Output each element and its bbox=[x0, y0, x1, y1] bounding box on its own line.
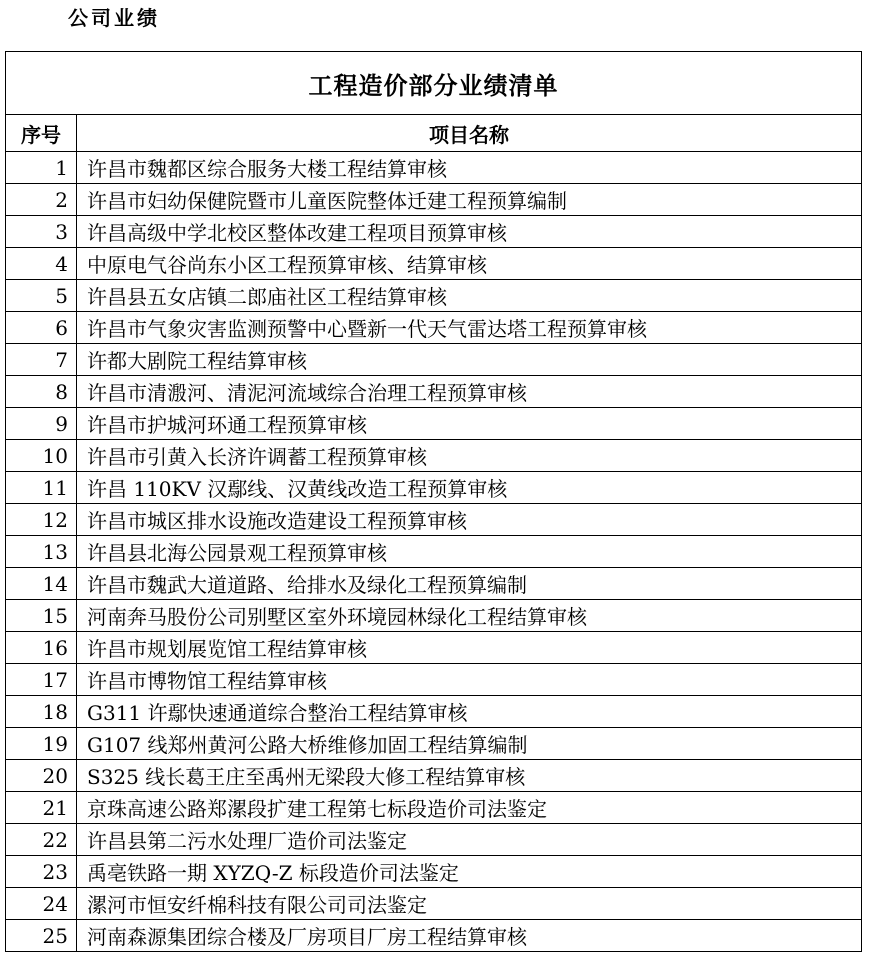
table-row bbox=[6, 376, 862, 408]
row-project-name: 禹亳铁路一期 XYZQ-Z 标段造价司法鉴定 bbox=[77, 856, 862, 888]
row-index: 14 bbox=[6, 568, 77, 600]
row-project-name: 许昌 110KV 汉鄢线、汉黄线改造工程预算审核 bbox=[77, 472, 862, 504]
row-index: 15 bbox=[6, 600, 77, 632]
table-row bbox=[6, 600, 862, 632]
table-row bbox=[6, 472, 862, 504]
row-index: 18 bbox=[6, 696, 77, 728]
table-row bbox=[6, 184, 862, 216]
table-row bbox=[6, 504, 862, 536]
row-index: 9 bbox=[6, 408, 77, 440]
row-project-name: 许昌县北海公园景观工程预算审核 bbox=[77, 536, 862, 568]
header-index: 序号 bbox=[6, 115, 77, 152]
table-row bbox=[6, 248, 862, 280]
row-project-name: 许昌县第二污水处理厂造价司法鉴定 bbox=[77, 824, 862, 856]
table-title: 工程造价部分业绩清单 bbox=[6, 52, 862, 115]
row-index: 12 bbox=[6, 504, 77, 536]
row-project-name: 许昌市规划展览馆工程结算审核 bbox=[77, 632, 862, 664]
row-project-name: G311 许鄢快速通道综合整治工程结算审核 bbox=[77, 696, 862, 728]
row-project-name: 许昌市清溵河、清泥河流域综合治理工程预算审核 bbox=[77, 376, 862, 408]
performance-table bbox=[5, 51, 862, 952]
row-index: 6 bbox=[6, 312, 77, 344]
table-row bbox=[6, 728, 862, 760]
row-project-name: 许昌市博物馆工程结算审核 bbox=[77, 664, 862, 696]
row-project-name: 许昌市魏武大道道路、给排水及绿化工程预算编制 bbox=[77, 568, 862, 600]
table-row bbox=[6, 696, 862, 728]
row-index: 23 bbox=[6, 856, 77, 888]
table-row bbox=[6, 440, 862, 472]
row-index: 4 bbox=[6, 248, 77, 280]
row-project-name: 漯河市恒安纤棉科技有限公司司法鉴定 bbox=[77, 888, 862, 920]
table-row bbox=[6, 760, 862, 792]
row-index: 11 bbox=[6, 472, 77, 504]
row-project-name: 许昌市引黄入长济许调蓄工程预算审核 bbox=[77, 440, 862, 472]
table-header-row bbox=[6, 115, 862, 152]
row-index: 13 bbox=[6, 536, 77, 568]
table-row bbox=[6, 312, 862, 344]
table-title-row bbox=[6, 52, 862, 115]
table-row bbox=[6, 280, 862, 312]
table-row bbox=[6, 888, 862, 920]
table-row bbox=[6, 216, 862, 248]
row-project-name: 许昌县五女店镇二郎庙社区工程结算审核 bbox=[77, 280, 862, 312]
row-index: 16 bbox=[6, 632, 77, 664]
row-index: 8 bbox=[6, 376, 77, 408]
row-project-name: 许昌市护城河环通工程预算审核 bbox=[77, 408, 862, 440]
table-row bbox=[6, 824, 862, 856]
row-project-name: S325 线长葛王庄至禹州无梁段大修工程结算审核 bbox=[77, 760, 862, 792]
table-row bbox=[6, 920, 862, 952]
row-index: 1 bbox=[6, 152, 77, 184]
row-project-name: 中原电气谷尚东小区工程预算审核、结算审核 bbox=[77, 248, 862, 280]
row-index: 19 bbox=[6, 728, 77, 760]
table-row bbox=[6, 152, 862, 184]
table-row bbox=[6, 408, 862, 440]
row-project-name: 许昌市魏都区综合服务大楼工程结算审核 bbox=[77, 152, 862, 184]
row-index: 24 bbox=[6, 888, 77, 920]
row-index: 5 bbox=[6, 280, 77, 312]
row-index: 20 bbox=[6, 760, 77, 792]
row-project-name: G107 线郑州黄河公路大桥维修加固工程结算编制 bbox=[77, 728, 862, 760]
row-project-name: 河南森源集团综合楼及厂房项目厂房工程结算审核 bbox=[77, 920, 862, 952]
row-project-name: 京珠高速公路郑漯段扩建工程第七标段造价司法鉴定 bbox=[77, 792, 862, 824]
table-row bbox=[6, 568, 862, 600]
row-project-name: 许都大剧院工程结算审核 bbox=[77, 344, 862, 376]
table-row bbox=[6, 632, 862, 664]
row-index: 22 bbox=[6, 824, 77, 856]
row-project-name: 许昌市气象灾害监测预警中心暨新一代天气雷达塔工程预算审核 bbox=[77, 312, 862, 344]
table-row bbox=[6, 344, 862, 376]
row-index: 3 bbox=[6, 216, 77, 248]
header-project-name: 项目名称 bbox=[77, 115, 862, 152]
row-index: 25 bbox=[6, 920, 77, 952]
row-index: 10 bbox=[6, 440, 77, 472]
table-row bbox=[6, 664, 862, 696]
row-project-name: 许昌市城区排水设施改造建设工程预算审核 bbox=[77, 504, 862, 536]
page-heading: 公司业绩 bbox=[68, 6, 160, 30]
row-index: 2 bbox=[6, 184, 77, 216]
table-row bbox=[6, 536, 862, 568]
row-index: 7 bbox=[6, 344, 77, 376]
row-index: 17 bbox=[6, 664, 77, 696]
row-project-name: 许昌高级中学北校区整体改建工程项目预算审核 bbox=[77, 216, 862, 248]
row-project-name: 河南奔马股份公司别墅区室外环境园林绿化工程结算审核 bbox=[77, 600, 862, 632]
table-row bbox=[6, 856, 862, 888]
row-index: 21 bbox=[6, 792, 77, 824]
row-project-name: 许昌市妇幼保健院暨市儿童医院整体迁建工程预算编制 bbox=[77, 184, 862, 216]
table-row bbox=[6, 792, 862, 824]
